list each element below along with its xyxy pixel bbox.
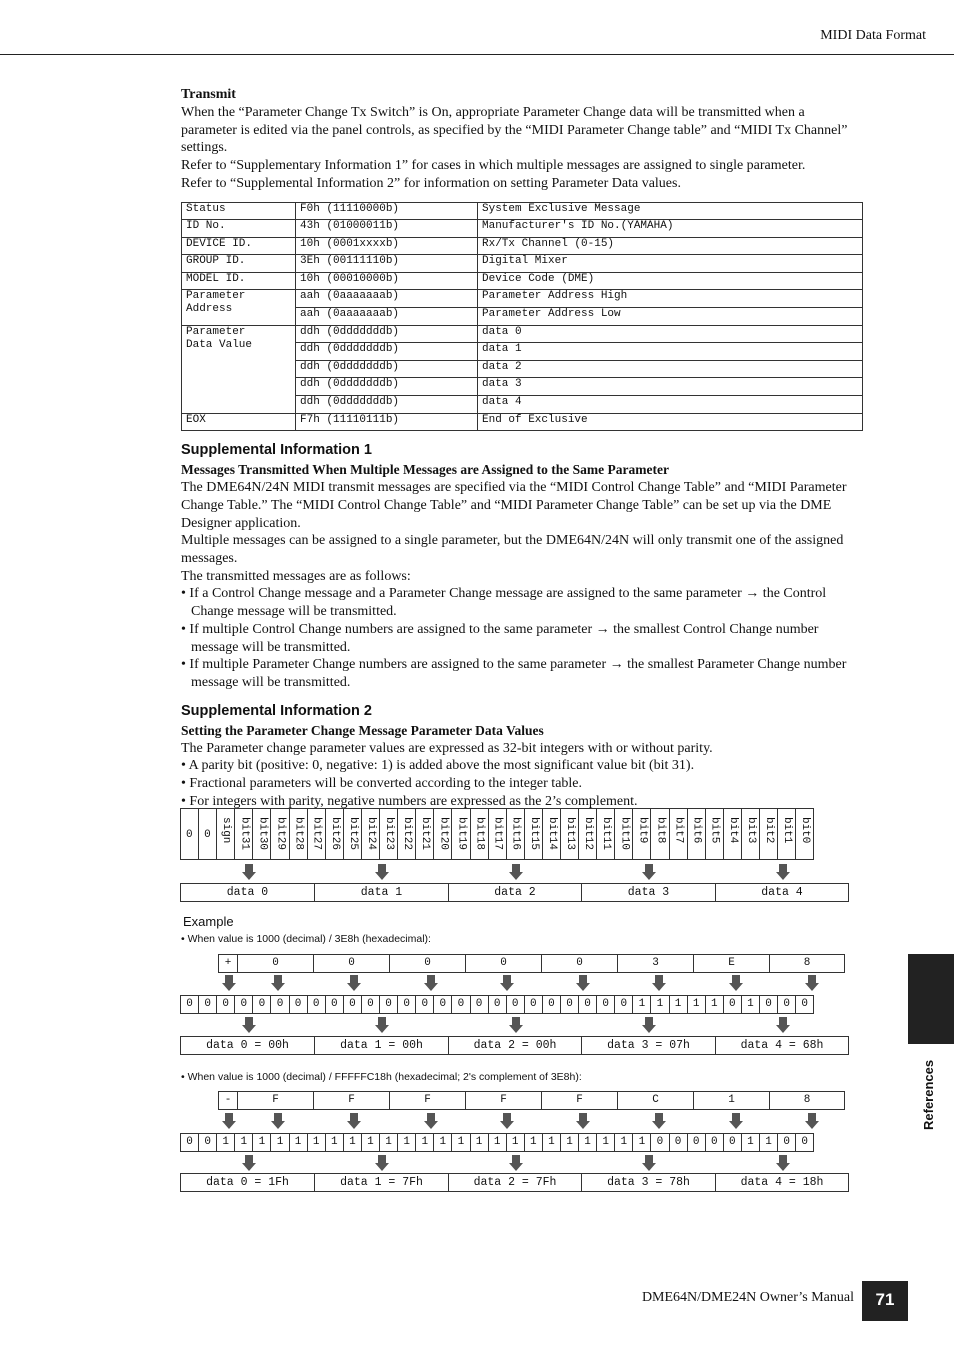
binary-digit: 1 bbox=[415, 1133, 434, 1152]
bit-cell bbox=[614, 808, 633, 860]
table-cell: 10h (00010000b) bbox=[296, 272, 478, 290]
binary-digit: 0 bbox=[759, 995, 778, 1014]
cell-line: Data Value bbox=[186, 338, 253, 351]
down-arrow-icon bbox=[652, 975, 666, 991]
bullet-item: • If multiple Control Change numbers are assigned to the same parameter → the smallest Control Change number message will be transmitted. bbox=[181, 621, 819, 655]
table-cell: Parameter Address High bbox=[478, 290, 863, 308]
table-cell bbox=[182, 290, 296, 325]
hex-digit: E bbox=[693, 954, 770, 973]
hex-digit: 1 bbox=[693, 1091, 770, 1110]
table-cell: data 2 bbox=[478, 360, 863, 378]
data-box: data 0 bbox=[180, 883, 315, 902]
table-cell: Status bbox=[182, 202, 296, 220]
binary-digit: 0 bbox=[180, 1133, 199, 1152]
hex-digit: F bbox=[313, 1091, 390, 1110]
binary-digit: 0 bbox=[542, 995, 561, 1014]
bit-cell bbox=[361, 808, 380, 860]
down-arrow-icon bbox=[576, 1113, 590, 1129]
bit-label: 0 bbox=[204, 829, 211, 841]
hex-digit: + bbox=[218, 954, 238, 973]
hex-digit: 3 bbox=[617, 954, 694, 973]
bit-cell bbox=[343, 808, 362, 860]
binary-digit: 0 bbox=[234, 995, 253, 1014]
binary-digit: 0 bbox=[343, 995, 362, 1014]
binary-digit: 0 bbox=[361, 995, 380, 1014]
data-box: data 3 = 78h bbox=[581, 1173, 716, 1192]
binary-digit: 1 bbox=[759, 1133, 778, 1152]
binary-digit: 1 bbox=[632, 1133, 651, 1152]
supp1-heading: Supplemental Information 1 bbox=[181, 442, 372, 459]
hex-digit: 0 bbox=[389, 954, 466, 973]
bit-cell bbox=[325, 808, 344, 860]
table-cell: ddh (0dddddddb) bbox=[296, 343, 478, 361]
bit-cell bbox=[741, 808, 760, 860]
binary-digit: 0 bbox=[198, 995, 217, 1014]
binary-digit: 0 bbox=[705, 1133, 724, 1152]
data-box-row bbox=[181, 883, 849, 902]
data-box: data 1 bbox=[314, 883, 449, 902]
down-arrow-icon bbox=[375, 1017, 389, 1033]
binary-digit: 1 bbox=[741, 995, 760, 1014]
transmit-text bbox=[181, 104, 863, 193]
header-title: MIDI Data Format bbox=[820, 28, 926, 43]
binary-digit: 1 bbox=[361, 1133, 380, 1152]
down-arrow-icon bbox=[642, 864, 656, 880]
bit-label: bit26 bbox=[328, 817, 341, 851]
data-box: data 4 bbox=[715, 883, 849, 902]
binary-digit: 0 bbox=[795, 995, 814, 1014]
bit-cell bbox=[687, 808, 706, 860]
main-content bbox=[181, 86, 863, 810]
bit-label: bit31 bbox=[238, 817, 251, 851]
binary-digit: 0 bbox=[307, 995, 326, 1014]
bit-label: bit15 bbox=[527, 817, 540, 851]
bullet-item: • Fractional parameters will be converted according to the integer table. bbox=[181, 776, 583, 792]
table-cell: Parameter Address Low bbox=[478, 308, 863, 326]
down-arrow-icon bbox=[347, 975, 361, 991]
example1-note: • When value is 1000 (decimal) / 3E8h (hexadecimal): bbox=[181, 933, 431, 945]
bullet-item: • If multiple Parameter Change numbers are assigned to the same parameter → the smallest Parameter Change number message will be transmitted. bbox=[181, 657, 847, 690]
binary-digit: 0 bbox=[270, 995, 289, 1014]
binary-digit: 0 bbox=[325, 995, 344, 1014]
table-cell: ddh (0dddddddb) bbox=[296, 325, 478, 343]
binary-digit: 1 bbox=[650, 995, 669, 1014]
bit-label: bit8 bbox=[654, 817, 667, 844]
binary-digit: 1 bbox=[632, 995, 651, 1014]
down-arrow-icon bbox=[242, 1155, 256, 1171]
table-cell: 3Eh (00111110b) bbox=[296, 255, 478, 273]
table-row bbox=[182, 237, 863, 255]
table-row bbox=[182, 255, 863, 273]
binary-digit: 1 bbox=[451, 1133, 470, 1152]
table-row bbox=[182, 413, 863, 431]
data-box: data 0 = 1Fh bbox=[180, 1173, 315, 1192]
example2-note: • When value is 1000 (decimal) / FFFFFC18h (hexadecimal; 2's complement of 3E8h): bbox=[181, 1071, 582, 1083]
binary-digit: 0 bbox=[216, 995, 235, 1014]
down-arrow-icon bbox=[509, 1017, 523, 1033]
bit-cell bbox=[307, 808, 326, 860]
paragraph: When the “Parameter Change Tx Switch” is On, appropriate Parameter Change data will be transmitted when a parameter is edited via the panel controls, as specified by the “MIDI Parameter Change table” and “MIDI Tx Channel” settings. bbox=[181, 105, 848, 156]
data-box: data 0 = 00h bbox=[180, 1036, 315, 1055]
bit-cell bbox=[596, 808, 615, 860]
data-box: data 3 bbox=[581, 883, 716, 902]
hex-digit: 0 bbox=[541, 954, 618, 973]
down-arrow-icon bbox=[776, 1017, 790, 1033]
table-cell: Manufacturer's ID No.(YAMAHA) bbox=[478, 220, 863, 238]
table-cell: aah (0aaaaaaab) bbox=[296, 290, 478, 308]
down-arrow-icon bbox=[271, 1113, 285, 1129]
hex-digit: F bbox=[465, 1091, 542, 1110]
bit-cell bbox=[777, 808, 796, 860]
table-cell: aah (0aaaaaaab) bbox=[296, 308, 478, 326]
binary-digit: 0 bbox=[578, 995, 597, 1014]
bit-label: bit6 bbox=[690, 817, 703, 844]
table-cell: Rx/Tx Channel (0-15) bbox=[478, 237, 863, 255]
table-row bbox=[182, 202, 863, 220]
bit-label: bit29 bbox=[274, 817, 287, 851]
binary-digit: 1 bbox=[252, 1133, 271, 1152]
down-arrow-icon bbox=[642, 1017, 656, 1033]
supp2-subheading: Setting the Parameter Change Message Parameter Data Values bbox=[181, 722, 544, 738]
down-arrow-icon bbox=[509, 864, 523, 880]
bit-cell bbox=[705, 808, 724, 860]
binary-digit: 0 bbox=[596, 995, 615, 1014]
bit-label: bit2 bbox=[763, 817, 775, 844]
bit-label: bit12 bbox=[582, 817, 595, 851]
binary-digit: 1 bbox=[506, 1133, 525, 1152]
table-row bbox=[182, 272, 863, 290]
bit-label: bit28 bbox=[292, 817, 305, 851]
bit-cell bbox=[415, 808, 434, 860]
binary-digit: 1 bbox=[307, 1133, 326, 1152]
bit-cell bbox=[470, 808, 489, 860]
bit-cell bbox=[506, 808, 525, 860]
bit-cell bbox=[524, 808, 543, 860]
binary-digit: 0 bbox=[415, 995, 434, 1014]
table-cell: data 3 bbox=[478, 378, 863, 396]
bit-label: bit20 bbox=[437, 817, 450, 851]
binary-digit: 0 bbox=[687, 1133, 706, 1152]
bit-cell bbox=[669, 808, 688, 860]
supp1-subheading: Messages Transmitted When Multiple Messages are Assigned to the Same Parameter bbox=[181, 462, 669, 478]
binary-digit: 0 bbox=[777, 1133, 796, 1152]
down-arrow-icon bbox=[271, 975, 285, 991]
binary-digit: 0 bbox=[524, 995, 543, 1014]
paragraph: The Parameter change parameter values are expressed as 32-bit integers with or without parity. bbox=[181, 740, 713, 756]
bullet-item: • If a Control Change message and a Parameter Change message are assigned to the same parameter → the Control Change message will be transmitted. bbox=[181, 586, 827, 620]
down-arrow-icon bbox=[500, 975, 514, 991]
hex-digit: F bbox=[541, 1091, 618, 1110]
bit-cell bbox=[795, 808, 814, 860]
supp2-text bbox=[181, 740, 863, 811]
bullet-item: • For integers with parity, negative numbers are expressed as the 2’s complement. bbox=[181, 793, 638, 809]
down-arrow-icon bbox=[509, 1155, 523, 1171]
bit-cell bbox=[198, 808, 217, 860]
data-box: data 2 bbox=[448, 883, 582, 902]
down-arrow-icon bbox=[729, 1113, 743, 1129]
data-box: data 4 = 18h bbox=[715, 1173, 849, 1192]
binary-digit: 0 bbox=[180, 995, 199, 1014]
paragraph: Refer to “Supplementary Information 1” for cases in which multiple messages are assigned to single parameter. bbox=[181, 158, 806, 174]
hex-digit: - bbox=[218, 1091, 238, 1110]
parameter-change-table bbox=[181, 202, 863, 432]
cell-line: Address bbox=[186, 303, 233, 316]
page-header bbox=[0, 0, 954, 55]
table-cell: F0h (11110000b) bbox=[296, 202, 478, 220]
binary-digit: 0 bbox=[560, 995, 579, 1014]
bit-label: bit22 bbox=[401, 817, 414, 851]
bit-cell bbox=[379, 808, 398, 860]
binary-digit: 0 bbox=[723, 995, 742, 1014]
bit-cell bbox=[542, 808, 561, 860]
bit-cell bbox=[451, 808, 470, 860]
table-row bbox=[182, 325, 863, 343]
bit-label: bit7 bbox=[672, 817, 685, 844]
down-arrow-icon bbox=[375, 864, 389, 880]
binary-digit: 0 bbox=[723, 1133, 742, 1152]
bit-label: bit16 bbox=[509, 817, 522, 851]
binary-digit: 1 bbox=[433, 1133, 452, 1152]
binary-digit: 1 bbox=[379, 1133, 398, 1152]
hex-digit: 0 bbox=[465, 954, 542, 973]
bit-label: bit13 bbox=[563, 817, 576, 851]
bit-label: bit23 bbox=[383, 817, 396, 851]
bit-label: 0 bbox=[186, 829, 193, 841]
data-box: data 1 = 7Fh bbox=[314, 1173, 449, 1192]
down-arrow-icon bbox=[347, 1113, 361, 1129]
bit-label: bit0 bbox=[799, 817, 812, 844]
binary-digit: 0 bbox=[506, 995, 525, 1014]
binary-digit: 1 bbox=[560, 1133, 579, 1152]
down-arrow-icon bbox=[242, 864, 256, 880]
binary-digit: 1 bbox=[488, 1133, 507, 1152]
bit-label: bit1 bbox=[781, 817, 794, 844]
bit-cell bbox=[252, 808, 271, 860]
paragraph: Multiple messages can be assigned to a single parameter, but the DME64N/24N will only transmit one of the assigned messages. bbox=[181, 533, 844, 567]
data-box: data 3 = 07h bbox=[581, 1036, 716, 1055]
table-cell: Digital Mixer bbox=[478, 255, 863, 273]
binary-digit: 0 bbox=[451, 995, 470, 1014]
binary-digit: 0 bbox=[488, 995, 507, 1014]
down-arrow-icon bbox=[729, 975, 743, 991]
bit-label: bit14 bbox=[545, 817, 558, 851]
binary-digit: 1 bbox=[669, 995, 688, 1014]
bit-label: bit11 bbox=[600, 817, 613, 851]
hex-digit: F bbox=[237, 1091, 314, 1110]
binary-digit: 1 bbox=[578, 1133, 597, 1152]
binary-digit: 0 bbox=[252, 995, 271, 1014]
paragraph: Refer to “Supplemental Information 2” for information on setting Parameter Data values. bbox=[181, 175, 681, 191]
hex-row bbox=[219, 954, 845, 973]
binary-row bbox=[181, 1133, 814, 1152]
binary-digit: 0 bbox=[433, 995, 452, 1014]
down-arrow-icon bbox=[424, 975, 438, 991]
bit-label: bit5 bbox=[708, 817, 721, 844]
data-box-row bbox=[181, 1173, 849, 1192]
binary-digit: 1 bbox=[470, 1133, 489, 1152]
bit-cell bbox=[289, 808, 308, 860]
section-tab bbox=[908, 954, 954, 1044]
table-row bbox=[182, 220, 863, 238]
data-box: data 4 = 68h bbox=[715, 1036, 849, 1055]
footer-title: DME64N/DME24N Owner’s Manual bbox=[641, 1290, 854, 1305]
bit-label: bit30 bbox=[256, 817, 269, 851]
binary-digit: 1 bbox=[614, 1133, 633, 1152]
binary-row bbox=[181, 995, 814, 1014]
supp2-heading: Supplemental Information 2 bbox=[181, 702, 372, 719]
down-arrow-icon bbox=[424, 1113, 438, 1129]
down-arrow-icon bbox=[642, 1155, 656, 1171]
binary-digit: 0 bbox=[198, 1133, 217, 1152]
table-cell: GROUP ID. bbox=[182, 255, 296, 273]
table-cell: ddh (0dddddddb) bbox=[296, 378, 478, 396]
bit-cell bbox=[234, 808, 253, 860]
down-arrow-icon bbox=[500, 1113, 514, 1129]
binary-digit: 0 bbox=[669, 1133, 688, 1152]
table-cell: ID No. bbox=[182, 220, 296, 238]
bit-label: bit21 bbox=[419, 817, 432, 851]
binary-digit: 1 bbox=[397, 1133, 416, 1152]
paragraph: The transmitted messages are as follows: bbox=[181, 568, 411, 584]
page-number: 71 bbox=[862, 1281, 908, 1321]
bit-label: bit18 bbox=[473, 817, 486, 851]
bit-label: bit3 bbox=[744, 817, 757, 844]
down-arrow-icon bbox=[222, 975, 236, 991]
bit-cell bbox=[650, 808, 669, 860]
section-tab-label: References bbox=[921, 1059, 936, 1130]
hex-digit: 8 bbox=[769, 954, 845, 973]
bit-cell bbox=[270, 808, 289, 860]
binary-digit: 1 bbox=[216, 1133, 235, 1152]
data-box: data 2 = 7Fh bbox=[448, 1173, 582, 1192]
supp1-text bbox=[181, 479, 863, 691]
down-arrow-icon bbox=[776, 1155, 790, 1171]
paragraph: The DME64N/24N MIDI transmit messages are specified via the “MIDI Control Change Table” and “MIDI Parameter Change Table.” The “MIDI Control Change Table” and “MIDI Parameter Change Table” can be set up via the DME Designer application. bbox=[181, 480, 847, 531]
hex-digit: F bbox=[389, 1091, 466, 1110]
binary-digit: 1 bbox=[234, 1133, 253, 1152]
binary-digit: 1 bbox=[325, 1133, 344, 1152]
bit-cell bbox=[578, 808, 597, 860]
table-cell: ddh (0dddddddb) bbox=[296, 360, 478, 378]
hex-digit: 8 bbox=[769, 1091, 845, 1110]
bit-label: bit25 bbox=[346, 817, 359, 851]
example-label: Example bbox=[183, 914, 234, 929]
data-box-row bbox=[181, 1036, 849, 1055]
hex-digit: C bbox=[617, 1091, 694, 1110]
binary-digit: 1 bbox=[705, 995, 724, 1014]
cell-line: Parameter bbox=[186, 290, 246, 303]
bit-label: bit19 bbox=[455, 817, 468, 851]
down-arrow-icon bbox=[576, 975, 590, 991]
down-arrow-icon bbox=[776, 864, 790, 880]
bit-layout-row bbox=[181, 808, 814, 860]
bit-cell bbox=[632, 808, 651, 860]
binary-digit: 1 bbox=[289, 1133, 308, 1152]
binary-digit: 1 bbox=[542, 1133, 561, 1152]
table-cell: End of Exclusive bbox=[478, 413, 863, 431]
bit-label: sign bbox=[220, 817, 233, 844]
bit-cell bbox=[397, 808, 416, 860]
table-cell: ddh (0dddddddb) bbox=[296, 396, 478, 414]
down-arrow-icon bbox=[805, 1113, 819, 1129]
bit-cell bbox=[759, 808, 778, 860]
binary-digit: 0 bbox=[289, 995, 308, 1014]
bit-label: bit10 bbox=[618, 817, 631, 851]
bit-label: bit4 bbox=[726, 817, 739, 844]
binary-digit: 1 bbox=[687, 995, 706, 1014]
binary-digit: 0 bbox=[795, 1133, 814, 1152]
binary-digit: 0 bbox=[379, 995, 398, 1014]
binary-digit: 1 bbox=[270, 1133, 289, 1152]
binary-digit: 1 bbox=[741, 1133, 760, 1152]
down-arrow-icon bbox=[222, 1113, 236, 1129]
bit-cell bbox=[180, 808, 199, 860]
hex-row bbox=[219, 1091, 845, 1110]
bit-label: bit9 bbox=[636, 817, 649, 844]
bit-cell bbox=[723, 808, 742, 860]
table-cell: EOX bbox=[182, 413, 296, 431]
binary-digit: 0 bbox=[777, 995, 796, 1014]
table-cell: Device Code (DME) bbox=[478, 272, 863, 290]
binary-digit: 0 bbox=[397, 995, 416, 1014]
bit-label: bit27 bbox=[310, 817, 323, 851]
hex-digit: 0 bbox=[237, 954, 314, 973]
cell-line: Parameter bbox=[186, 325, 246, 338]
table-cell: 10h (0001xxxxb) bbox=[296, 237, 478, 255]
binary-digit: 0 bbox=[470, 995, 489, 1014]
table-cell: 43h (01000011b) bbox=[296, 220, 478, 238]
table-cell: data 1 bbox=[478, 343, 863, 361]
binary-digit: 1 bbox=[596, 1133, 615, 1152]
bit-cell bbox=[216, 808, 235, 860]
bullet-item: • A parity bit (positive: 0, negative: 1) is added above the most significant value bit (bit 31). bbox=[181, 758, 695, 774]
table-cell: MODEL ID. bbox=[182, 272, 296, 290]
table-cell: data 0 bbox=[478, 325, 863, 343]
table-cell bbox=[182, 325, 296, 413]
bit-label: bit17 bbox=[491, 817, 504, 851]
down-arrow-icon bbox=[652, 1113, 666, 1129]
binary-digit: 1 bbox=[524, 1133, 543, 1152]
binary-digit: 0 bbox=[614, 995, 633, 1014]
bit-cell bbox=[560, 808, 579, 860]
hex-digit: 0 bbox=[313, 954, 390, 973]
transmit-heading: Transmit bbox=[181, 87, 236, 102]
down-arrow-icon bbox=[805, 975, 819, 991]
bit-cell bbox=[433, 808, 452, 860]
data-box: data 2 = 00h bbox=[448, 1036, 582, 1055]
table-row bbox=[182, 290, 863, 308]
down-arrow-icon bbox=[375, 1155, 389, 1171]
data-box: data 1 = 00h bbox=[314, 1036, 449, 1055]
down-arrow-icon bbox=[242, 1017, 256, 1033]
bit-label: bit24 bbox=[364, 817, 377, 851]
bit-cell bbox=[488, 808, 507, 860]
binary-digit: 1 bbox=[343, 1133, 362, 1152]
table-cell: System Exclusive Message bbox=[478, 202, 863, 220]
table-cell: data 4 bbox=[478, 396, 863, 414]
binary-digit: 0 bbox=[650, 1133, 669, 1152]
table-cell: DEVICE ID. bbox=[182, 237, 296, 255]
table-cell: F7h (11110111b) bbox=[296, 413, 478, 431]
